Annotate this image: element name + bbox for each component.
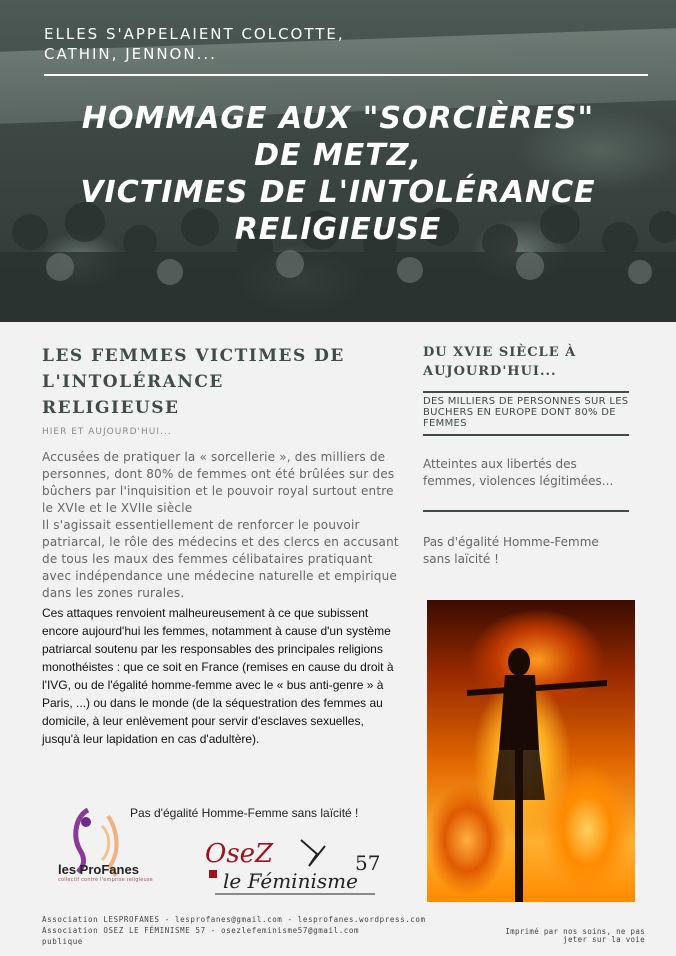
osez-word: OseZ [205, 839, 274, 869]
article-title-line3: RELIGIEUSE [42, 398, 180, 418]
hero-intro [44, 24, 345, 64]
footer-line-2: Association OSEZ LE FÉMINISME 57 - osezlefeminisme57@gmail.com [42, 926, 360, 935]
hero-image [0, 0, 676, 322]
slogan-left: Pas d'égalité Homme-Femme sans laïcité ! [130, 806, 359, 820]
footer-print-note: Imprimé par nos soins, ne pas jeter sur la voie [505, 927, 645, 944]
sidebar-text-2: Pas d'égalité Homme-Femme sans laïcité ! [423, 535, 599, 566]
stake-silhouette [427, 600, 635, 902]
footer-line-1: Association LESPROFANES - lesprofanes@gmail.com - lesprofanes.wordpress.com [42, 915, 426, 924]
sidebar-stat: DES MILLIERS DE PERSONNES SUR LES BUCHERS EN EUROPE DONT 80% DE FEMMES [423, 396, 629, 429]
article-title-line1: LES FEMMES VICTIMES DE [42, 346, 345, 366]
osez-feminisme-logo [205, 836, 385, 898]
sidebar [423, 343, 629, 568]
article-paragraph-1: Accusées de pratiquer la « sorcellerie », des milliers de personnes, dont 80% de femmes ont été brûlées sur des bûchers par l'inquisition et le pouvoir royal surtout entre le XVIe et le XVIIe siècle [42, 450, 395, 515]
burning-figure-image [427, 600, 635, 902]
sidebar-title [423, 343, 629, 381]
article-title [42, 343, 404, 421]
main-article [42, 343, 404, 748]
osez-number: 57 [355, 851, 381, 875]
article-title-line2: L'INTOLÉRANCE [42, 372, 224, 392]
hero-intro-line1: ELLES S'APPELAIENT COLCOTTE, [44, 25, 345, 43]
main-title-line2: DE METZ, [254, 138, 422, 173]
sidebar-divider-mid [423, 434, 629, 436]
hero-divider [44, 74, 648, 76]
main-title-line3: VICTIMES DE L'INTOLÉRANCE [80, 175, 596, 210]
footer-contacts [42, 914, 482, 947]
article-paragraph-2: Il s'agissait essentiellement de renforcer le pouvoir patriarcal, le rôle des médecins et des clercs en accusant de tous les maux des femmes célibataires pratiquant avec indépendance une médecine naturelle et empirique dans les zones rurales. [42, 518, 399, 600]
osez-feminisme-word: le Féminisme [223, 869, 358, 893]
main-title-line4: RELIGIEUSE [234, 212, 442, 247]
hero-intro-line2: CATHIN, JENNON... [44, 45, 217, 63]
sidebar-title-line2: AUJOURD'HUI... [423, 364, 557, 379]
article-paragraph-3: Ces attaques renvoient malheureusement à ce que subissent encore aujourd'hui les femmes, notamment à cause d'un système patriarcal soutenu par les responsables des principales religions monothéistes : que ce soit en France (remises en cause du droit à l'IVG, ou de l'égalité homme-femme avec le « bus anti-genre » à Paris, ...) ou dans le monde (de la séquestration des femmes au domicile, à leur enlèvement pour servir d'esclaves sexuelles, jusqu'à leur lapidation en cas d'adultère). [42, 606, 394, 746]
sidebar-divider-top [423, 391, 629, 393]
footer-line-3: publique [42, 937, 83, 946]
main-title-line1: HOMMAGE AUX "SORCIÈRES" [81, 101, 595, 136]
sidebar-text-1: Atteintes aux libertés des femmes, violences légitimées... [423, 457, 614, 488]
sidebar-divider-bottom [423, 510, 629, 512]
profanes-tagline: collectif contre l'emprise religieuse [58, 877, 153, 883]
article-subtitle: HIER ET AUJOURD'HUI... [42, 427, 172, 437]
profanes-name: les ProFanes [58, 862, 139, 877]
main-title [30, 100, 646, 248]
sidebar-title-line1: DU XVIE SIÈCLE À [423, 345, 577, 360]
